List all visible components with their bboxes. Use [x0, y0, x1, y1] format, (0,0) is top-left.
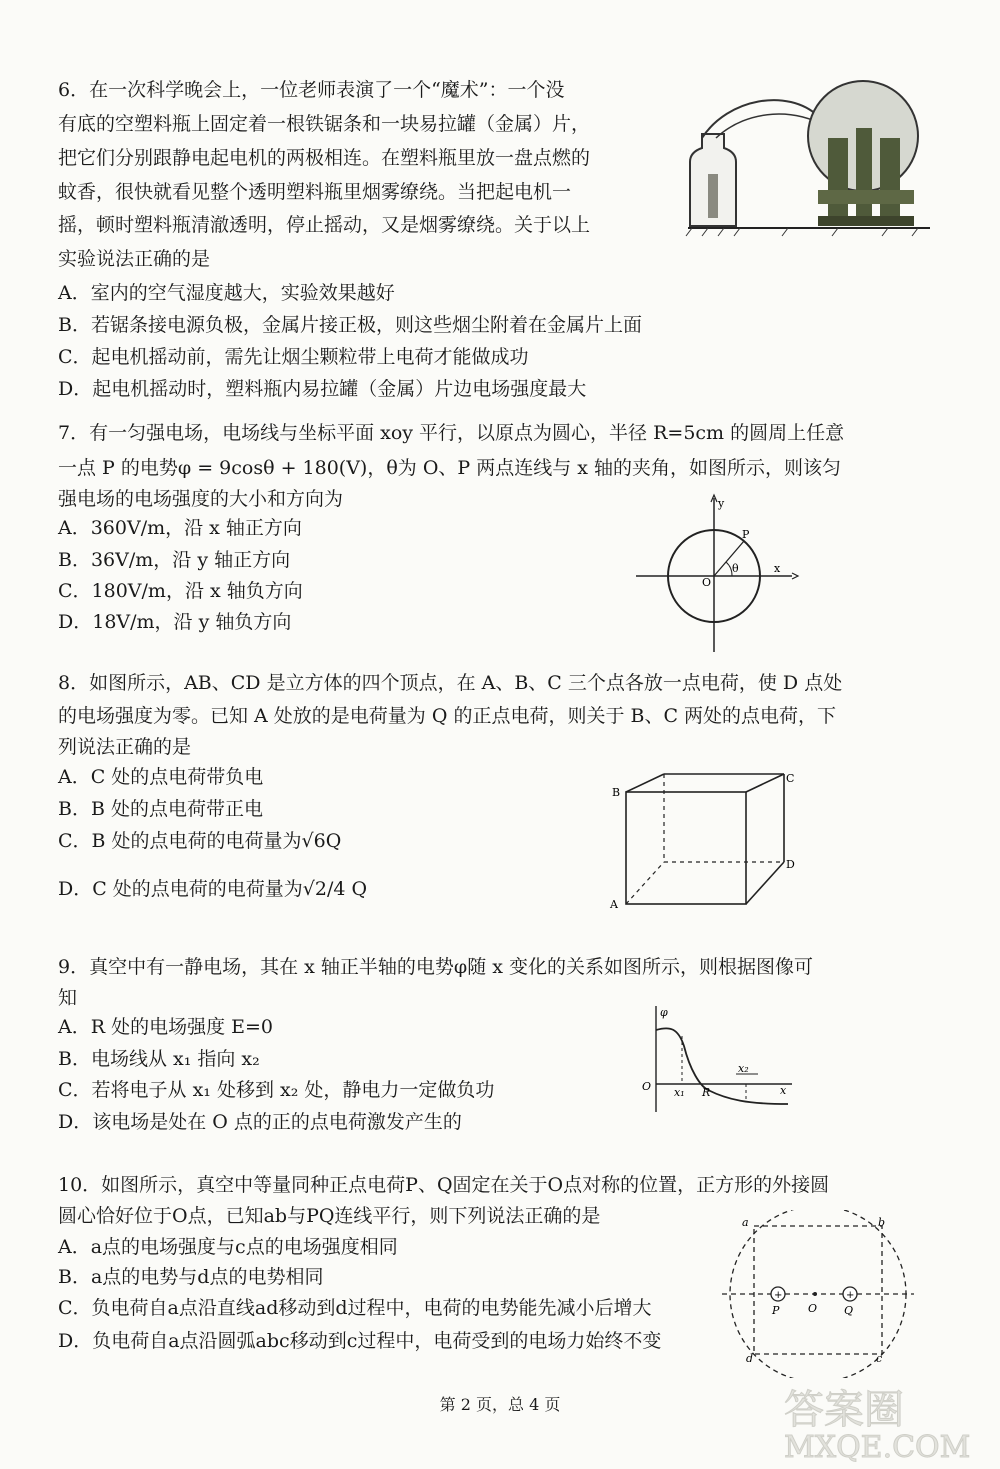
q6-line-1: 6．在一次科学晚会上，一位老师表演了一个“魔术”：一个没 — [58, 79, 565, 101]
q7-fig-label-theta: θ — [732, 562, 739, 575]
q6-line-4: 蚊香，很快就看见整个透明塑料瓶里烟雾缭绕。当把起电机一 — [58, 181, 572, 203]
q10-fig-label-q: Q — [844, 1304, 854, 1317]
q10-fig-label-p: P — [772, 1304, 780, 1317]
q6-line-2: 有底的空塑料瓶上固定着一根铁锯条和一块易拉罐（金属）片， — [58, 113, 591, 135]
q8-option-d: D．C 处的点电荷的电荷量为√2/4 Q — [58, 878, 368, 900]
q9-fig-label-x: x — [780, 1084, 787, 1097]
q6-option-d: D．起电机摇动时，塑料瓶内易拉罐（金属）片边电场强度最大 — [58, 378, 587, 400]
q7-fig-label-o: O — [702, 576, 712, 589]
q8-fig-label-a: A — [610, 898, 618, 910]
q7-fig-label-x: x — [774, 562, 781, 575]
q10-fig-label-d: d — [746, 1352, 754, 1365]
q7-line-1: 7．有一匀强电场，电场线与坐标平面 xoy 平行，以原点为圆心，半径 R=5cm 的圆周上任意 — [58, 422, 845, 444]
q9-fig-label-x1: x₁ — [674, 1086, 685, 1099]
q8-line-3: 列说法正确的是 — [58, 736, 192, 758]
q7-line-3: 强电场的电场强度的大小和方向为 — [58, 488, 344, 510]
q6-figure-electrostatic-apparatus — [668, 78, 938, 238]
q9-line-2: 知 — [58, 987, 78, 1009]
q6-option-b: B．若锯条接电源负极，金属片接正极，则这些烟尘附着在金属片上面 — [58, 314, 642, 336]
q8-figure-cube — [608, 770, 798, 910]
q9-fig-label-x2: x₂ — [738, 1062, 749, 1075]
q10-fig-label-a: a — [742, 1216, 749, 1229]
q8-fig-label-d: D — [786, 858, 795, 871]
q7-option-a: A．360V/m，沿 x 轴正方向 — [58, 517, 302, 539]
q9-option-a: A．R 处的电场强度 E=0 — [58, 1016, 273, 1038]
q10-option-b: B．a点的电势与d点的电势相同 — [58, 1266, 324, 1288]
q6-option-a: A．室内的空气湿度越大，实验效果越好 — [58, 282, 395, 304]
q9-option-b: B．电场线从 x₁ 指向 x₂ — [58, 1048, 260, 1070]
q9-fig-label-r: R — [702, 1086, 711, 1099]
q6-line-6: 实验说法正确的是 — [58, 248, 211, 270]
q7-fig-label-y: y — [718, 497, 725, 510]
q8-line-1: 8．如图所示，AB、CD 是立方体的四个顶点，在 A、B、C 三个点各放一点电荷，使 D 点处 — [58, 672, 843, 694]
svg-text:+: + — [846, 1290, 855, 1301]
q7-option-b: B．36V/m，沿 y 轴正方向 — [58, 549, 291, 571]
q10-figure-charges-square — [718, 1210, 918, 1378]
q7-figure-circle-axes — [632, 490, 802, 660]
page-footer: 第 2 页，总 4 页 — [439, 1395, 561, 1414]
q8-option-c: C．B 处的点电荷的电荷量为√6Q — [58, 830, 342, 852]
q7-option-c: C．180V/m，沿 x 轴负方向 — [58, 580, 303, 602]
q10-option-a: A．a点的电场强度与c点的电场强度相同 — [58, 1236, 398, 1258]
watermark-text-bottom: MXQE.COM — [784, 1430, 971, 1463]
q10-fig-label-c: c — [876, 1352, 883, 1365]
q6-line-3: 把它们分别跟静电起电机的两极相连。在塑料瓶里放一盘点燃的 — [58, 147, 591, 169]
q7-fig-label-p: P — [742, 528, 750, 541]
q6-option-c: C．起电机摇动前，需先让烟尘颗粒带上电荷才能做成功 — [58, 346, 529, 368]
q6-line-5: 摇，顿时塑料瓶清澈透明，停止摇动，又是烟雾缭绕。关于以上 — [58, 214, 591, 236]
q8-line-2: 的电场强度为零。已知 A 处放的是电荷量为 Q 的正点电荷，则关于 B、C 两处的点电荷，下 — [58, 705, 837, 727]
q9-fig-label-phi: φ — [660, 1006, 668, 1019]
q7-option-d: D．18V/m，沿 y 轴负方向 — [58, 611, 292, 633]
q10-line-1: 10．如图所示，真空中等量同种正点电荷P、Q固定在关于O点对称的位置，正方形的外接圆 — [58, 1174, 830, 1196]
q9-figure-potential-graph — [638, 1000, 798, 1120]
q8-option-b: B．B 处的点电荷带正电 — [58, 798, 263, 820]
q10-option-c: C．负电荷自a点沿直线ad移动到d过程中，电荷的电势能先减小后增大 — [58, 1297, 652, 1319]
watermark-logo — [772, 1373, 982, 1463]
watermark-text-top: 答案圈 — [784, 1387, 904, 1433]
svg-text:+: + — [774, 1290, 783, 1301]
q8-option-a: A．C 处的点电荷带负电 — [58, 766, 264, 788]
q10-line-2: 圆心恰好位于O点，已知ab与PQ连线平行，则下列说法正确的是 — [58, 1205, 601, 1227]
q8-fig-label-b: B — [612, 786, 621, 799]
q9-line-1: 9．真空中有一静电场，其在 x 轴正半轴的电势φ随 x 变化的关系如图所示，则根据图像可 — [58, 956, 813, 978]
q8-fig-label-c: C — [786, 772, 795, 785]
q7-line-2: 一点 P 的电势φ = 9cosθ + 180(V)，θ为 O、P 两点连线与 x 轴的夹角，如图所示，则该匀 — [58, 457, 842, 479]
q10-fig-label-b: b — [878, 1216, 886, 1229]
q9-fig-label-o: O — [642, 1080, 652, 1093]
q10-option-d: D．负电荷自a点沿圆弧abc移动到c过程中，电荷受到的电场力始终不变 — [58, 1330, 662, 1352]
q9-option-c: C．若将电子从 x₁ 处移到 x₂ 处，静电力一定做负功 — [58, 1079, 495, 1101]
q9-option-d: D．该电场是处在 O 点的正的点电荷激发产生的 — [58, 1111, 462, 1133]
q10-fig-label-o: O — [808, 1302, 818, 1315]
